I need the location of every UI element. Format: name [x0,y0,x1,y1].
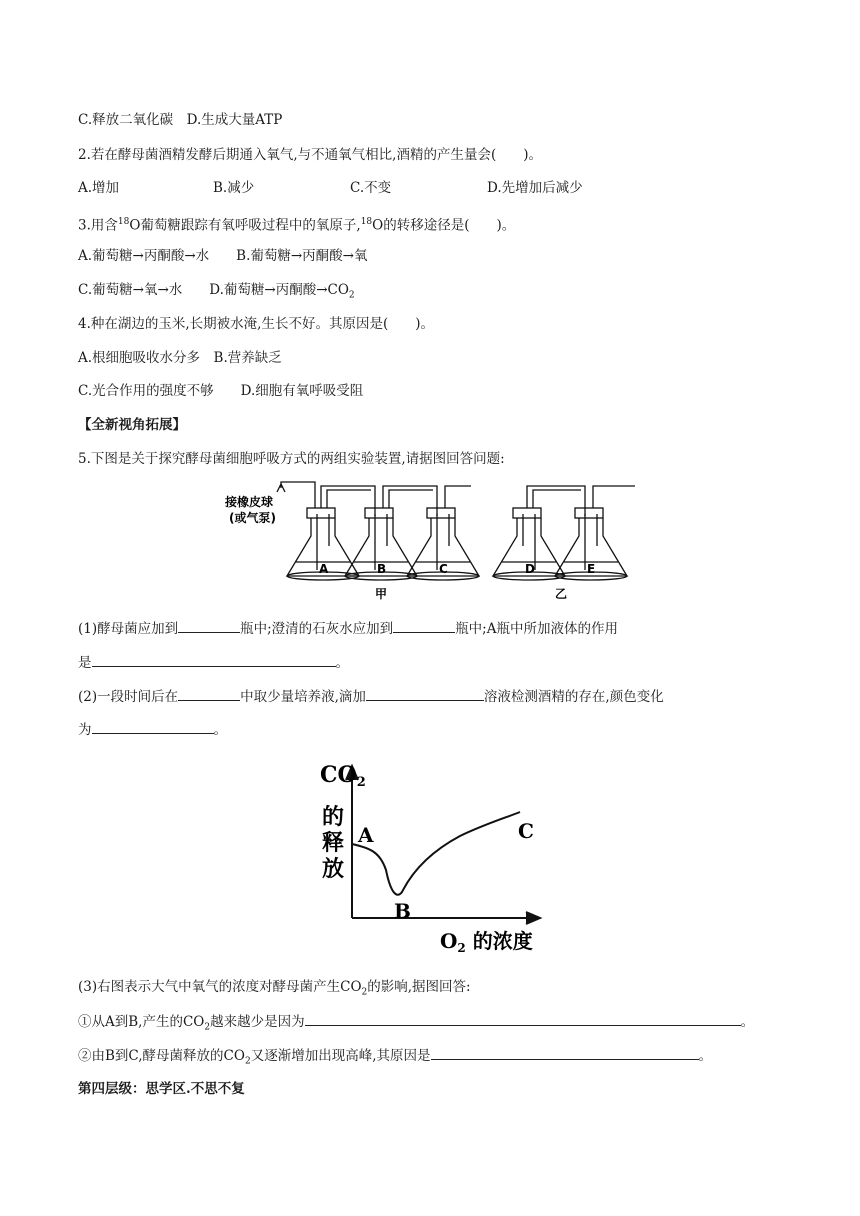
q4-options-ab: A.根细胞吸收水分多 B.营养缺乏 [78,350,282,366]
q5-part1-line2: 是 。 [78,652,349,673]
pump-label-2: (或气泵) [229,511,276,525]
answer-blank-yeast[interactable] [178,618,240,633]
apparatus-figure [225,476,645,606]
point-a-label: A [358,823,374,847]
q2-option-b: B.减少 [213,180,255,196]
q3-options-ab: A.葡萄糖→丙酮酸→水 B.葡萄糖→丙酮酸→氧 [78,248,368,264]
section-heading: 【全新视角拓展】 [78,417,186,433]
flask-label-b: B [377,562,387,576]
answer-blank-color-change[interactable] [92,719,214,734]
co2-release-graph [300,760,560,960]
q2-option-a: A.增加 [78,180,120,196]
group-label-jia: 甲 [375,587,388,601]
q5-part1-line1: (1)酵母菌应加到 瓶中;澄清的石灰水应加到 瓶中;A瓶中所加液体的作用 [78,618,618,639]
answer-blank-sample-bottle[interactable] [178,686,240,701]
q5-stem: 5.下图是关于探究酵母菌细胞呼吸方式的两组实验装置,请据图回答问题: [78,451,505,467]
y-label-co: CO2 [320,762,366,790]
footer-heading: 第四层级：思学区.不思不复 [78,1081,245,1097]
point-c-label: C [518,819,534,843]
x-axis-label: $O_2$ 的浓度 [440,929,533,955]
q3-stem: 3.用含$^{18}$O葡萄糖跟踪有氧呼吸过程中的氧原子,$^{18}$O的转移途径是( )。 [78,217,516,234]
q2-stem: 2.若在酵母菌酒精发酵后期通入氧气,与不通氧气相比,酒精的产生量会( )。 [78,147,542,163]
q5-part2-line2: 为 。 [78,719,227,740]
flask-label-d: D [525,562,535,576]
pump-label-1: 接橡皮球 [225,495,274,509]
q4-stem: 4.种在湖边的玉米,长期被水淹,生长不好。其原因是( )。 [78,316,434,332]
answer-blank-reagent[interactable] [366,686,484,701]
answer-blank-a-to-b[interactable] [305,1011,741,1026]
answer-blank-b-to-c[interactable] [431,1045,699,1060]
point-b-label: B [394,899,411,923]
q2-option-d: D.先增加后减少 [487,180,583,196]
y-label-shi: 释 [322,830,345,856]
q2-option-c: C.不变 [350,180,392,196]
answer-blank-a-bottle-role[interactable] [92,652,336,667]
q5-part3-q1: ①从A到B,产生的$CO_2$越来越少是因为 。 [78,1011,754,1038]
q5-part2-line1: (2)一段时间后在 中取少量培养液,滴加 溶液检测酒精的存在,颜色变化 [78,686,664,707]
q5-part3-q2: ②由B到C,酵母菌释放的$CO_2$又逐渐增加出现高峰,其原因是 。 [78,1045,712,1072]
q1-options-cd: C.释放二氧化碳 D.生成大量ATP [78,112,283,128]
flask-label-a: A [319,562,329,576]
q3-options-cd: C.葡萄糖→氧→水 D.葡萄糖→丙酮酸$\to CO_2$ [78,282,355,301]
flask-label-c: C [439,562,448,576]
flask-label-e: E [587,562,596,576]
q4-options-cd: C.光合作用的强度不够 D.细胞有氧呼吸受阻 [78,383,364,399]
q5-part3-stem: (3)右图表示大气中氧气的浓度对酵母菌产生$CO_2$的影响,据图回答: [78,979,471,998]
y-label-fang: 放 [322,856,345,882]
group-label-yi: 乙 [555,587,568,601]
y-label-de: 的 [322,804,345,830]
co2-curve [352,812,520,895]
answer-blank-limewater[interactable] [393,618,455,633]
